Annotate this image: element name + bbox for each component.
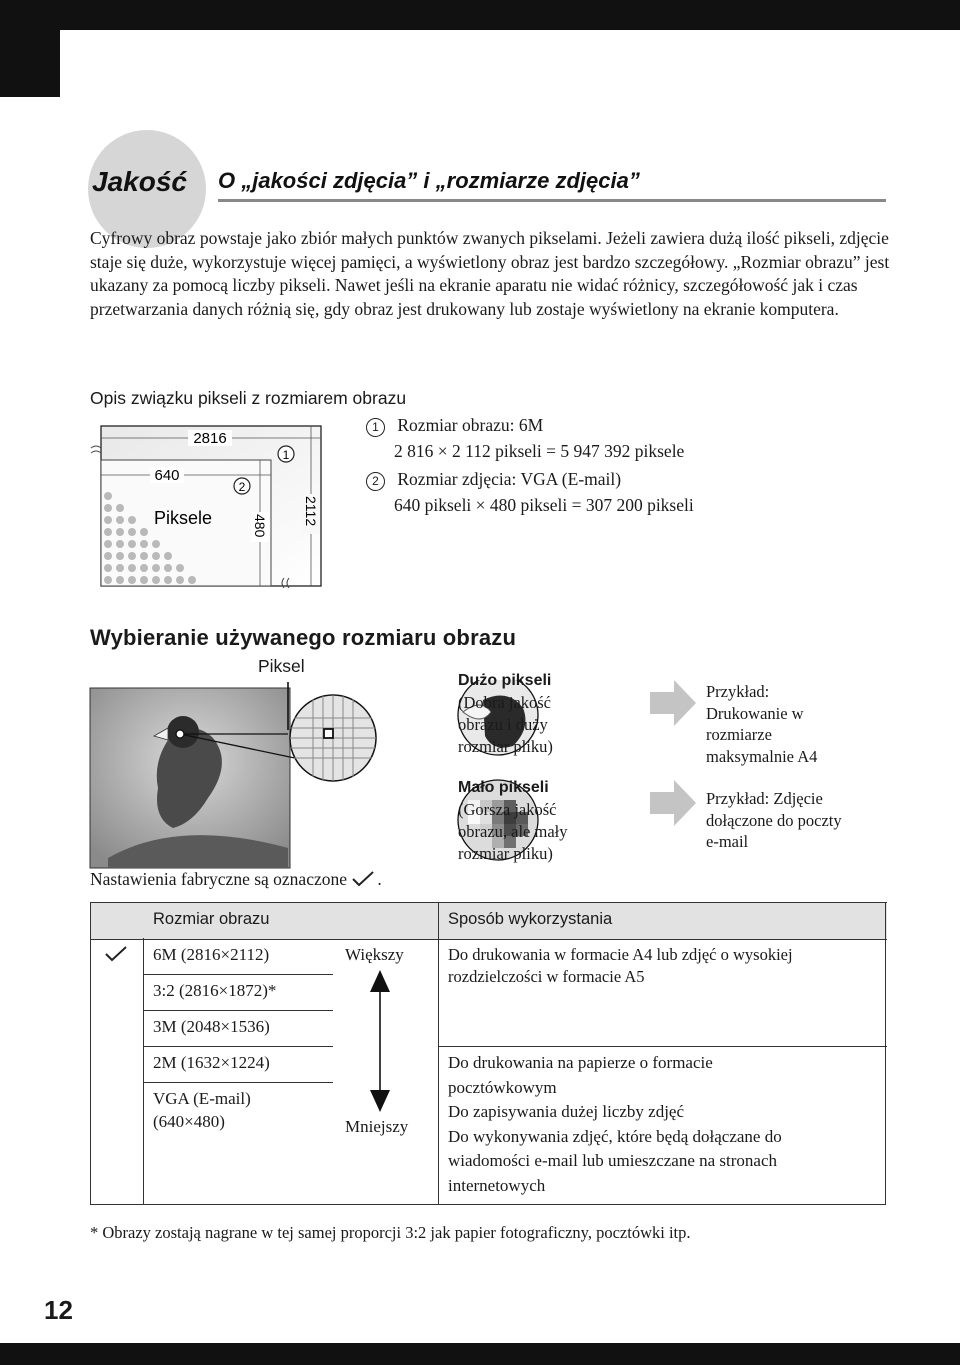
factory-note-end: . bbox=[377, 869, 382, 889]
example-line: rozmiarze bbox=[706, 725, 772, 744]
table-row-size: (640×480) bbox=[153, 1112, 225, 1131]
usage-line: Do drukowania w formacie A4 lub zdjęć o wysokiej bbox=[448, 945, 793, 964]
example-line: Przykład: bbox=[706, 682, 770, 701]
example-line: Drukowanie w bbox=[706, 703, 804, 723]
column-header-usage: Sposób wykorzystania bbox=[448, 910, 613, 928]
legend-1-line1: Rozmiar obrazu: 6M bbox=[397, 415, 544, 435]
marker-1: 1 bbox=[282, 448, 290, 462]
default-checkmark-icon bbox=[104, 945, 130, 963]
legend-2-line1: Rozmiar zdjęcia: VGA (E-mail) bbox=[397, 469, 622, 489]
width-small-label: 640 bbox=[154, 467, 180, 484]
example-large bbox=[706, 681, 817, 767]
pixel-callout-label: Piksel bbox=[258, 656, 305, 676]
smaller-label: Mniejszy bbox=[345, 1117, 409, 1136]
table-row-size: 3:2 (2816×1872)* bbox=[153, 981, 277, 1000]
footnote: * Obrazy zostają nagrane w tej samej proporcji 3:2 jak papier fotograficzny, pocztówki itp. bbox=[90, 1223, 691, 1242]
table-row-size: 3M (2048×1536) bbox=[153, 1017, 270, 1036]
checkmark-icon bbox=[351, 870, 377, 888]
usage-line: rozdzielczości w formacie A5 bbox=[448, 967, 645, 986]
many-pixels-line: rozmiar pliku) bbox=[458, 737, 553, 756]
example-line: dołączone do poczty bbox=[706, 810, 842, 830]
number-circle-2: 2 bbox=[366, 472, 385, 491]
legend-2-line2: 640 pikseli × 480 pikseli = 307 200 pikseli bbox=[394, 495, 694, 515]
few-pixels-line: (Gorsza jakość bbox=[458, 800, 557, 819]
usage-line: pocztówkowym bbox=[448, 1077, 557, 1097]
larger-label: Większy bbox=[345, 945, 404, 964]
example-line: Przykład: Zdjęcie bbox=[706, 789, 823, 808]
few-pixels-line: obrazu, ale mały bbox=[458, 822, 568, 841]
corner-tab bbox=[0, 0, 60, 97]
usage-line: internetowych bbox=[448, 1175, 546, 1195]
usage-small bbox=[448, 1051, 782, 1198]
break-mark-left bbox=[91, 446, 101, 453]
section-heading: Wybieranie używanego rozmiaru obrazu bbox=[90, 625, 517, 650]
height-large-label: 2112 bbox=[303, 496, 319, 527]
few-pixels-heading: Mało pikseli bbox=[458, 779, 549, 796]
table-row-size: 6M (2816×2112) bbox=[153, 945, 270, 964]
many-pixels-heading: Dużo pikseli bbox=[458, 672, 552, 689]
arrow-right-icon bbox=[650, 780, 696, 826]
usage-line: Do drukowania na papierze o formacie bbox=[448, 1053, 713, 1072]
few-pixels-description bbox=[458, 777, 568, 865]
intro-paragraph: Cyfrowy obraz powstaje jako zbiór małych punktów zwanych pikselami. Jeżeli zawiera dużą ilość pikseli, zdjęcie staje się duże, wykorzystuje więcej pamięci, a wyświetlony obraz jest bardzo szczegółowy. „Rozmiar obrazu” jest ukazany za pomocą liczby pikseli. Nawet jeśli na ekranie aparatu nie widać różnicy, szczegółowość jak i czas przetwarzania danych różnią się, gdy obraz jest drukowany lub zostaje wyświetlony na ekranie komputera. bbox=[90, 228, 890, 319]
arrow-right-icon bbox=[650, 680, 696, 726]
page-number: 12 bbox=[44, 1295, 73, 1325]
many-pixels-line: (Dobra jakość bbox=[458, 693, 552, 712]
many-pixels-line: obrazu i duży bbox=[458, 715, 548, 734]
number-circle-1: 1 bbox=[366, 418, 385, 437]
width-large-label: 2816 bbox=[193, 430, 227, 447]
piksele-label: Piksele bbox=[154, 508, 213, 528]
legend-item-2 bbox=[366, 466, 694, 518]
bottom-black-bar bbox=[0, 1343, 960, 1365]
example-small bbox=[706, 788, 842, 853]
legend-item-1 bbox=[366, 412, 684, 464]
factory-default-note bbox=[90, 869, 382, 890]
table-row-size: 2M (1632×1224) bbox=[153, 1053, 270, 1072]
top-black-bar bbox=[0, 0, 960, 30]
height-small-label: 480 bbox=[252, 514, 268, 538]
usage-line: Do wykonywania zdjęć, które będą dołączane do bbox=[448, 1126, 782, 1146]
image-size-table bbox=[90, 902, 887, 1206]
page-title: O „jakości zdjęcia” i „rozmiarze zdjęcia” bbox=[218, 168, 640, 193]
many-pixels-description bbox=[458, 670, 553, 758]
table-row-size: VGA (E-mail) bbox=[153, 1089, 251, 1108]
example-line: e-mail bbox=[706, 832, 749, 851]
usage-line: wiadomości e-mail lub umieszczane na stronach bbox=[448, 1151, 778, 1170]
usage-line: Do zapisywania dużej liczby zdjęć bbox=[448, 1102, 685, 1121]
section-tag: Jakość bbox=[92, 166, 187, 197]
few-pixels-line: rozmiar pliku) bbox=[458, 844, 553, 863]
column-header-size: Rozmiar obrazu bbox=[153, 910, 270, 928]
marker-2: 2 bbox=[238, 480, 246, 494]
size-scale-arrow bbox=[369, 970, 391, 1112]
title-underline bbox=[218, 199, 886, 202]
pixel-size-diagram bbox=[88, 420, 340, 600]
highlighted-pixel bbox=[324, 729, 333, 738]
example-line: maksymalnie A4 bbox=[706, 746, 818, 766]
diagram-title: Opis związku pikseli z rozmiarem obrazu bbox=[90, 388, 407, 408]
factory-note-text: Nastawienia fabryczne są oznaczone bbox=[90, 869, 348, 889]
legend-1-line2: 2 816 × 2 112 pikseli = 5 947 392 piksele bbox=[394, 441, 685, 461]
usage-large bbox=[448, 944, 793, 988]
